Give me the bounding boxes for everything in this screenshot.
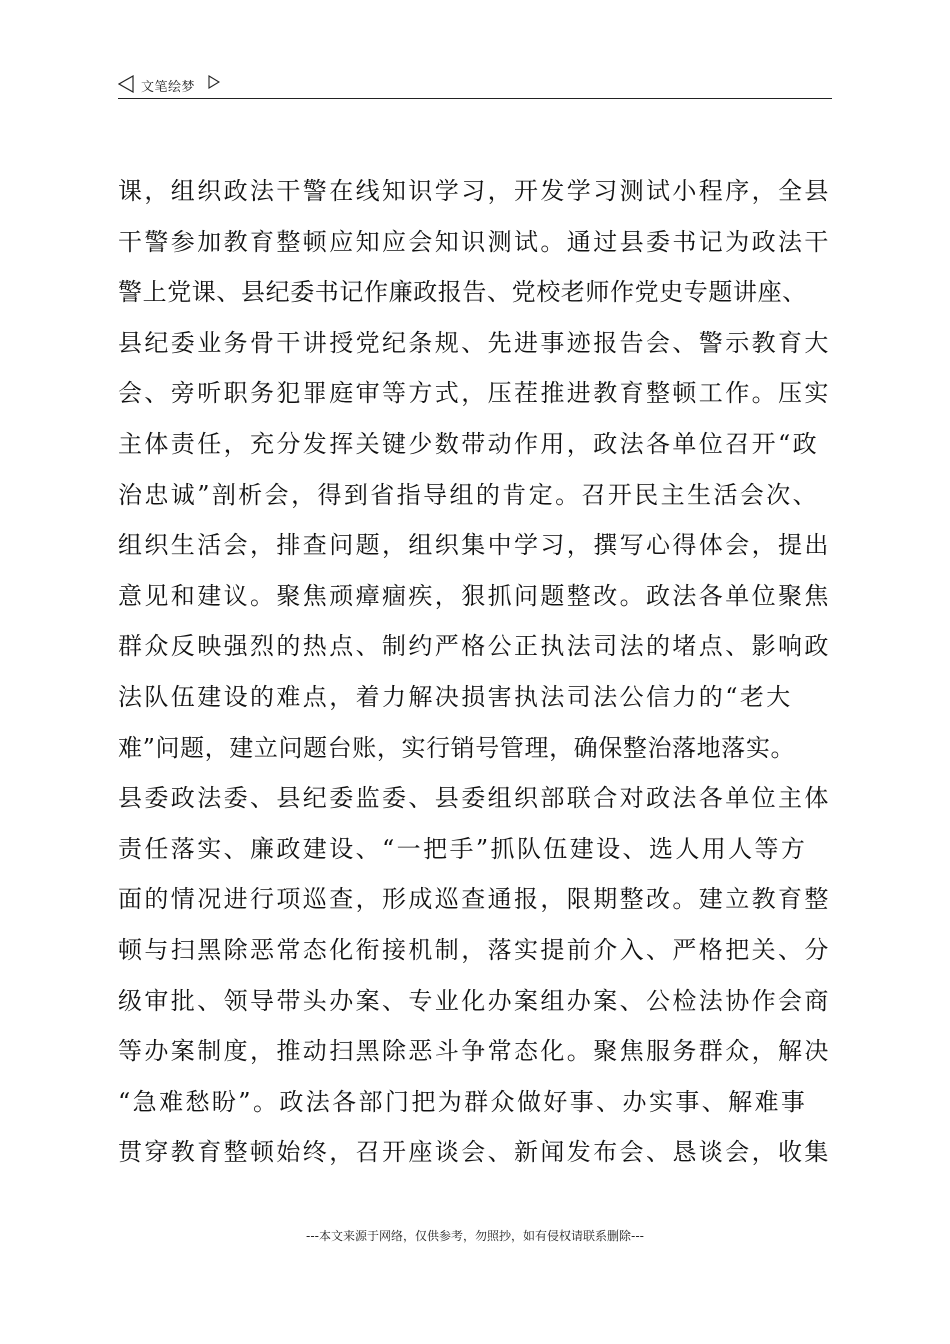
body-line: 意见和建议。聚焦顽瘴痼疾，狠抓问题整改。政法各单位聚焦 xyxy=(118,581,831,610)
body-line: 贯穿教育整顿始终，召开座谈会、新闻发布会、恳谈会，收集 xyxy=(118,1138,831,1167)
body-line: 等办案制度，推动扫黑除恶斗争常态化。聚焦服务群众，解决 xyxy=(118,1037,831,1066)
header-title: 文笔绘梦 xyxy=(141,80,196,95)
body-line: 组织生活会，排查问题，组织集中学习，撰写心得体会，提出 xyxy=(118,531,831,560)
body-line: 课，组织政法干警在线知识学习，开发学习测试小程序，全县 xyxy=(118,177,831,205)
body-line: 级审批、领导带头办案、专业化办案组办案、公检法协作会商 xyxy=(118,986,831,1015)
body-line: 警上党课、县纪委书记作廉政报告、党校老师作党史专题讲座、 xyxy=(118,278,807,307)
body-line: 面的情况进行项巡查，形成巡查通报，限期整改。建立教育整 xyxy=(118,885,831,914)
body-line: 会、旁听职务犯罪庭审等方式，压茬推进教育整顿工作。压实 xyxy=(118,379,831,408)
body-line: “急难愁盼”。政法各部门把为群众做好事、办实事、解难事 xyxy=(118,1087,808,1116)
document-body xyxy=(118,166,838,1178)
body-line: 治忠诚”剖析会，得到省指导组的肯定。召开民主生活会次、 xyxy=(118,480,820,509)
body-line: 干警参加教育整顿应知应会知识测试。通过县委书记为政法干 xyxy=(118,227,831,256)
body-line: 顿与扫黑除恶常态化衔接机制，落实提前介入、严格把关、分 xyxy=(118,935,831,964)
body-line: 主体责任，充分发挥关键少数带动作用，政法各单位召开“政 xyxy=(118,429,820,458)
body-line: 责任落实、廉政建设、“一把手”抓队伍建设、选人用人等方 xyxy=(118,834,808,863)
body-line: 难”问题，建立问题台账，实行销号管理，确保整治落地落实。 xyxy=(118,733,796,762)
footer-disclaimer: ---本文来源于网络，仅供参考，勿照抄，如有侵权请联系删除--- xyxy=(306,1229,644,1243)
body-line: 县委政法委、县纪委监委、县委组织部联合对政法各单位主体 xyxy=(118,784,831,813)
body-line: 县纪委业务骨干讲授党纪条规、先进事迹报告会、警示教育大 xyxy=(118,328,831,357)
triangle-left-outline-icon xyxy=(118,75,134,93)
triangle-right-outline-icon xyxy=(208,75,220,89)
body-line: 法队伍建设的难点，着力解决损害执法司法公信力的“老大 xyxy=(118,682,793,711)
page-header xyxy=(118,72,832,99)
body-line: 群众反映强烈的热点、制约严格公正执法司法的堵点、影响政 xyxy=(118,632,831,661)
